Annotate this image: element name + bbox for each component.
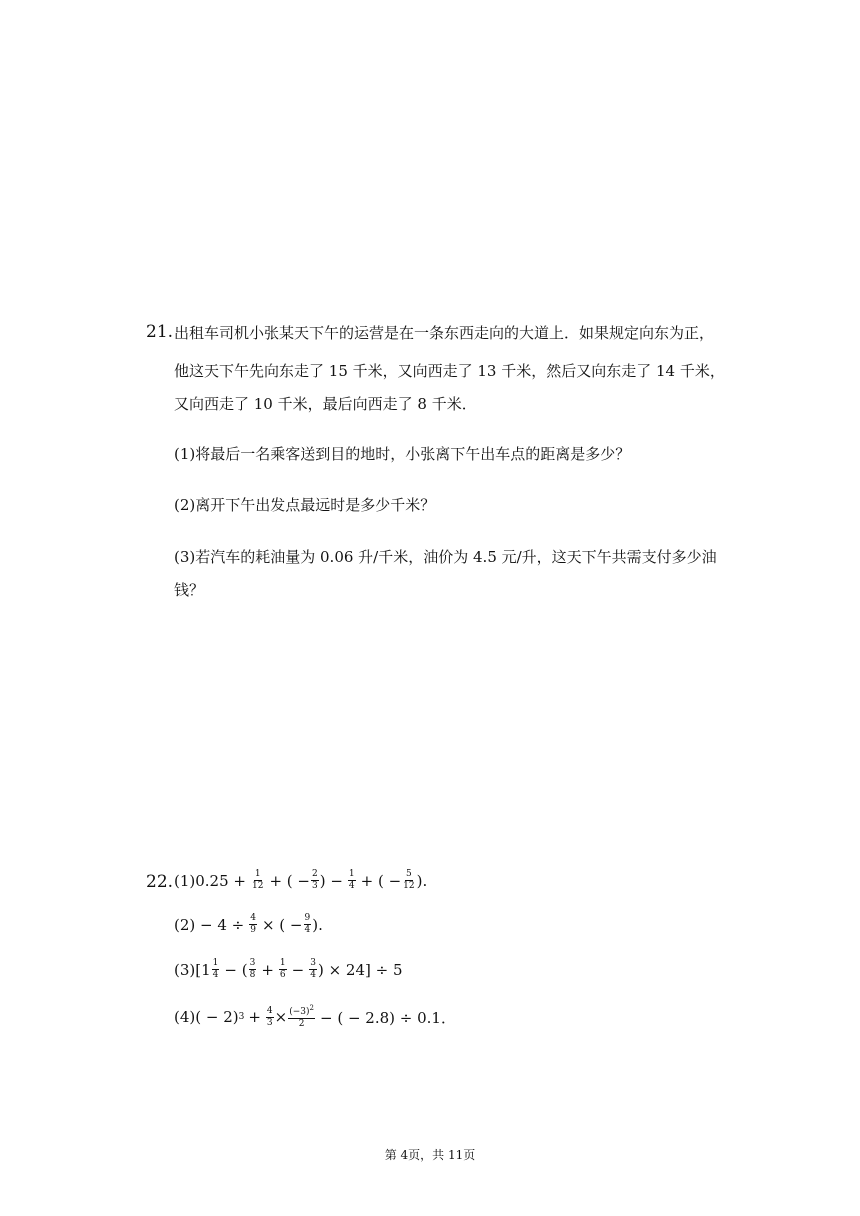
expression-3 (174, 959, 403, 980)
question-part-1: (1)将最后一名乘客送到目的地时，小张离下午出车点的距离是多少？ (174, 445, 631, 463)
expr-text: (4)( − 2) (174, 1008, 239, 1026)
fraction: $\frac{3}{8}$ (249, 958, 256, 980)
expr-text: ) × 24] ÷ 5 (317, 960, 403, 979)
question-number: 21. (146, 322, 174, 342)
expr-text: ). (312, 915, 323, 934)
fraction: $\frac{1}{4}$ (348, 869, 355, 891)
expression-1 (174, 870, 427, 891)
expr-text: × (274, 1008, 288, 1026)
expr-text: (1)0.25 + (174, 871, 246, 890)
expr-text: − ( − 2.8) ÷ 0.1． (320, 1008, 456, 1027)
fraction: $\frac{1}{4}$ (212, 958, 219, 980)
fraction: $\frac{2}{3}$ (311, 869, 318, 891)
question-number: 22. (146, 872, 174, 892)
question-text-line: 他这天下午先向东走了 15 千米，又向西走了 13 千米，然后又向东走了 14 千米， (174, 362, 725, 380)
expr-text: − ( (224, 960, 248, 979)
fraction: $\frac{1}{12}$ (251, 869, 264, 891)
question-text-line: 出租车司机小张某天下午的运营是在一条东西走向的大道上．如果规定向东为正， (174, 324, 715, 342)
expr-text: ). (416, 871, 428, 890)
expr-text: (2) − 4 ÷ (174, 915, 245, 934)
expr-text: + ( − (360, 871, 402, 890)
exponent: 3 (238, 1012, 245, 1022)
fraction: $\frac{1}{6}$ (279, 958, 286, 980)
question-part-3-cont: 钱？ (174, 581, 205, 599)
expr-text: − (291, 960, 305, 979)
expression-4 (174, 1005, 456, 1029)
expr-text: ) − (319, 871, 343, 890)
fraction: $\frac{(-3)^2}{2}$ (289, 1004, 314, 1029)
page-footer: 第 4页，共 11页 (384, 1148, 476, 1162)
expression-2 (174, 914, 323, 935)
expr-text: + ( − (269, 871, 310, 890)
expr-text: + (248, 1008, 261, 1026)
question-part-2: (2)离开下午出发点最远时是多少千米？ (174, 496, 436, 514)
fraction: $\frac{9}{4}$ (304, 913, 311, 935)
fraction: $\frac{3}{4}$ (310, 958, 316, 980)
expr-text: × ( − (261, 915, 303, 934)
question-text-line: 又向西走了 10 千米，最后向西走了 8 千米． (174, 395, 477, 413)
question-part-3: (3)若汽车的耗油量为 0.06 升/千米，油价为 4.5 元/升，这天下午共需支付多少油 (174, 548, 717, 566)
expr-text: (3)[1 (174, 960, 211, 979)
expr-text: + (261, 960, 274, 979)
fraction: $\frac{4}{9}$ (250, 913, 256, 935)
fraction: $\frac{4}{3}$ (266, 1005, 273, 1028)
fraction: $\frac{5}{12}$ (403, 869, 415, 891)
